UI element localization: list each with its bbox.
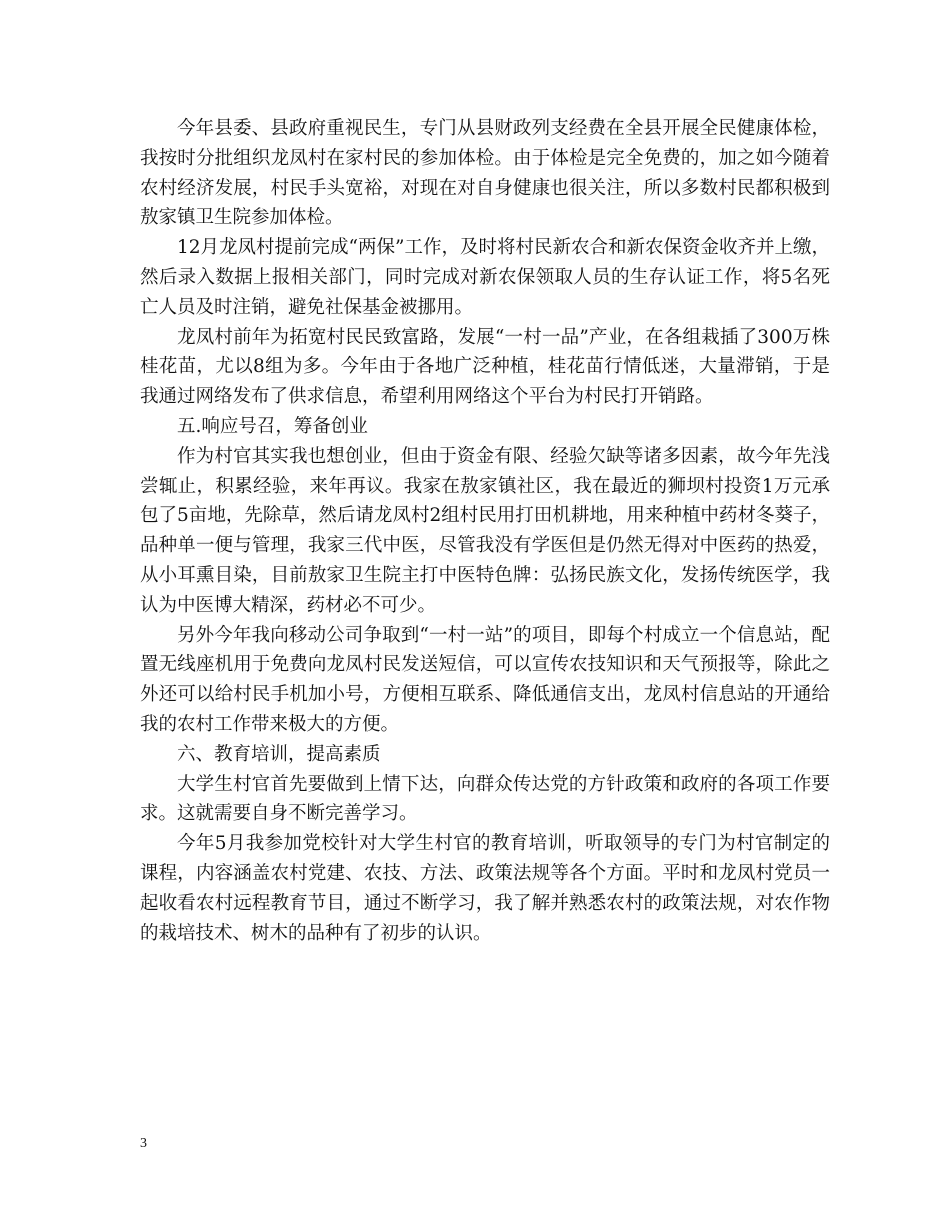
page-number: 3 (140, 1136, 147, 1151)
section-heading-training: 六、教育培训，提高素质 (177, 743, 381, 765)
paragraph-health-checkup: 今年县委、县政府重视民生，专门从县财政列支经费在全县开展全民健康体检，我按时分批组织龙凤村在家村民的参加体检。由于体检是完全免费的，加之如今随着农村经济发展，村民手头宽裕，对现在对自身健康也很关注，所以多数村民都积极到敖家镇卫生院参加体检。 (140, 118, 830, 229)
paragraph-party-school-training: 今年5月我参加党校针对大学生村官的教育培训，听取领导的专门为村官制定的课程，内容涵盖农村党建、农技、方法、政策法规等各个方面。平时和龙凤村党员一起收看农村远程教育节目，通过不断学习，我了解并熟悉农村的政策法规，对农作物的栽培技术、树木的品种有了初步的认识。 (140, 833, 830, 944)
document-body (140, 114, 830, 948)
paragraph-two-insurances: 12月龙凤村提前完成“两保”工作，及时将村民新农合和新农保资金收齐并上缴，然后录入数据上报相关部门，同时完成对新农保领取人员的生存认证工作，将5名死亡人员及时注销，避免社保基金被挪用。 (140, 237, 830, 318)
paragraph-info-station: 另外今年我向移动公司争取到“一村一站”的项目，即每个村成立一个信息站，配置无线座机用于免费向龙凤村民发送短信，可以宣传农技知识和天气预报等，除此之外还可以给村民手机加小号，方便相互联系、降低通信支出，龙凤村信息站的开通给我的农村工作带来极大的方便。 (140, 624, 830, 735)
paragraph-policy-communication: 大学生村官首先要做到上情下达，向群众传达党的方针政策和政府的各项工作要求。这就需要自身不断完善学习。 (140, 773, 830, 825)
paragraph-osmanthus-seedlings: 龙凤村前年为拓宽村民民致富路，发展“一村一品”产业，在各组栽插了300万株桂花苗，尤以8组为多。今年由于各地广泛种植，桂花苗行情低迷，大量滞销，于是我通过网络发布了供求信息，希望利用网络这个平台为村民打开销路。 (140, 326, 830, 408)
paragraph-herb-planting: 作为村官其实我也想创业，但由于资金有限、经验欠缺等诸多因素，故今年先浅尝辄止，积累经验，来年再议。我家在敖家镇社区，我在最近的狮坝村投资1万元承包了5亩地，先除草，然后请龙凤村2组村民用打田机耕地，用来种植中药材冬葵子，品种单一便与管理，我家三代中医，尽管我没有学医但是仍然无得对中医药的热爱，从小耳熏目染，目前敖家卫生院主打中医特色牌：弘扬民族文化，发扬传统医学，我认为中医博大精深，药材必不可少。 (140, 445, 830, 616)
section-heading-entrepreneurship: 五.响应号召，筹备创业 (177, 415, 368, 437)
